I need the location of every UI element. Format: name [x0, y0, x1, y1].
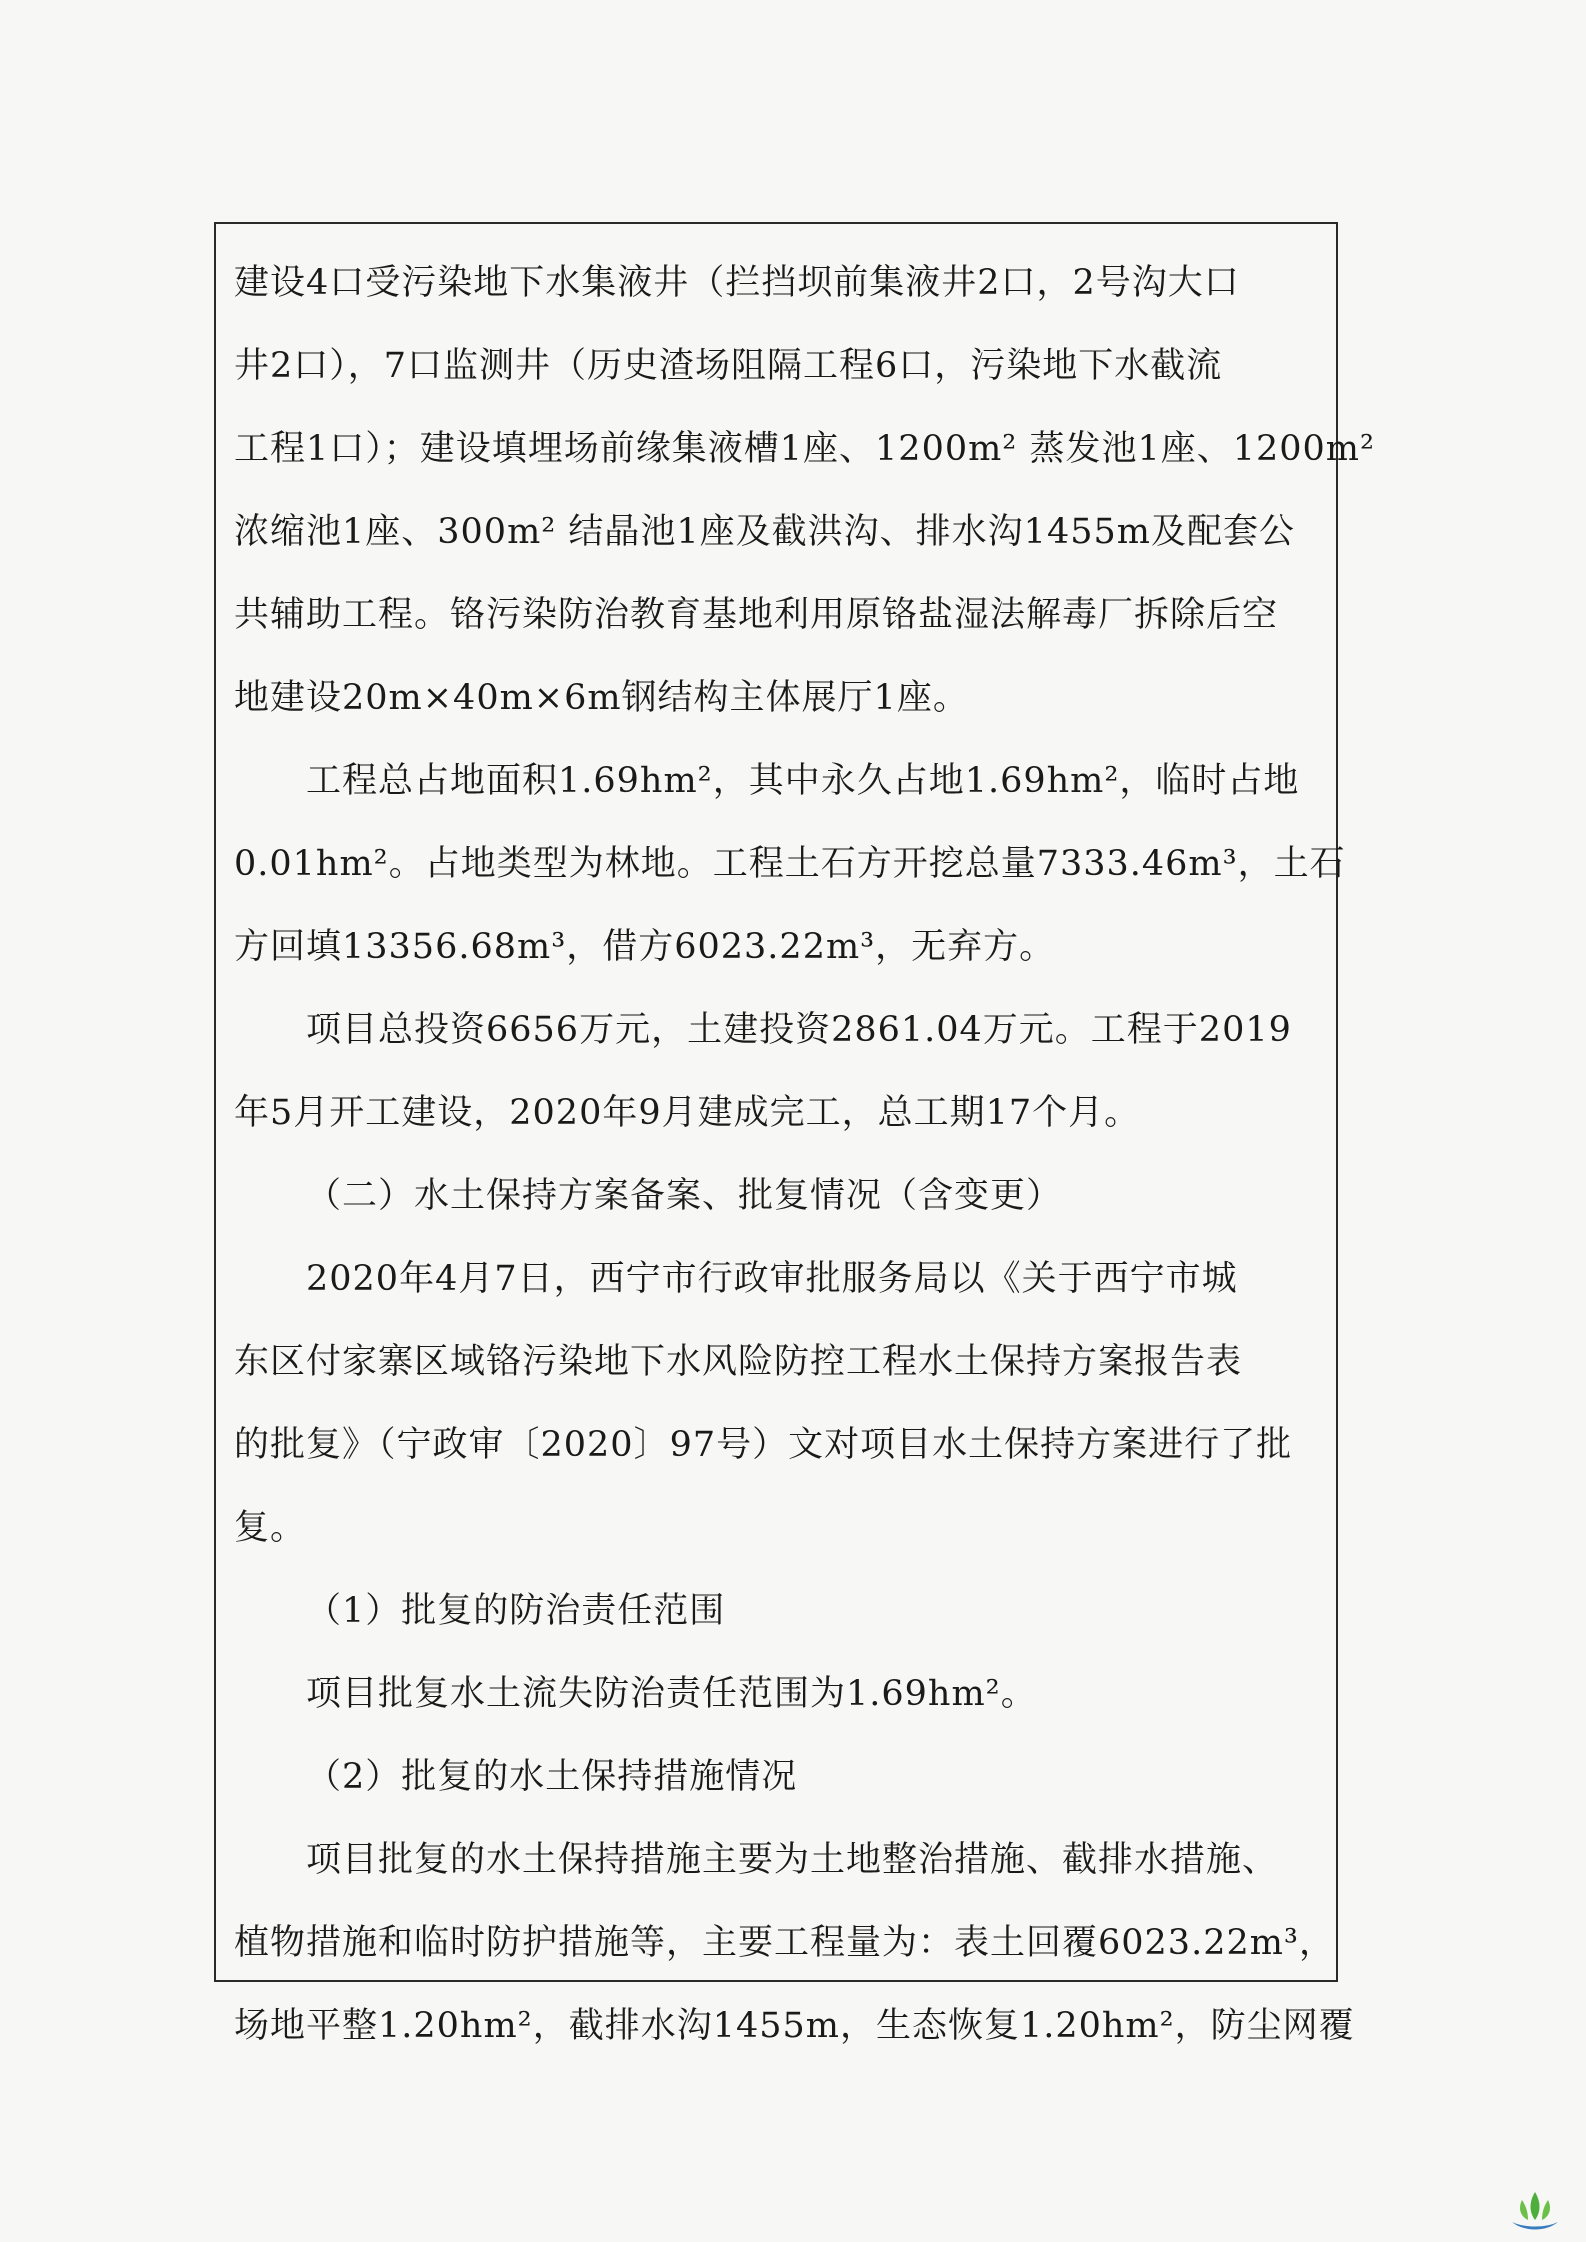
text-line: 2020年4月7日，西宁市行政审批服务局以《关于西宁市城 — [306, 1259, 1238, 1299]
text-line: 场地平整1.20hm²，截排水沟1455m，生态恢复1.20hm²，防尘网覆 — [234, 2006, 1355, 2046]
text-line: 复。 — [234, 1508, 307, 1548]
text-line: （1）批复的防治责任范围 — [306, 1591, 726, 1631]
text-line: （二）水土保持方案备案、批复情况（含变更） — [306, 1176, 1063, 1216]
text-line: 井2口），7口监测井（历史渣场阻隔工程6口，污染地下水截流 — [234, 346, 1223, 386]
text-line: 建设4口受污染地下水集液井（拦挡坝前集液井2口，2号沟大口 — [234, 263, 1240, 303]
text-line: 东区付家寨区域铬污染地下水风险防控工程水土保持方案报告表 — [234, 1342, 1243, 1382]
document-body — [234, 242, 1376, 2068]
text-line: 年5月开工建设，2020年9月建成完工，总工期17个月。 — [234, 1093, 1141, 1133]
text-line: 共辅助工程。铬污染防治教育基地利用原铬盐湿法解毒厂拆除后空 — [234, 595, 1279, 635]
text-line: 植物措施和临时防护措施等，主要工程量为：表土回覆6023.22m³， — [234, 1923, 1335, 1963]
text-line: 地建设20m×40m×6m钢结构主体展厅1座。 — [234, 678, 969, 718]
text-line: 项目批复的水土保持措施主要为土地整治措施、截排水措施、 — [306, 1840, 1279, 1880]
text-line: 工程总占地面积1.69hm²，其中永久占地1.69hm²，临时占地 — [306, 761, 1300, 801]
content-frame — [214, 222, 1376, 2046]
text-line: （2）批复的水土保持措施情况 — [306, 1757, 798, 1797]
text-line: 0.01hm²。占地类型为林地。工程土石方开挖总量7333.46m³，土石 — [234, 844, 1346, 884]
text-line: 浓缩池1座、300m² 结晶池1座及截洪沟、排水沟1455m及配套公 — [234, 512, 1295, 552]
text-line: 项目总投资6656万元，土建投资2861.04万元。工程于2019 — [306, 1010, 1292, 1050]
text-line: 工程1口）；建设填埋场前缘集液槽1座、1200m² 蒸发池1座、1200m² — [234, 429, 1376, 469]
water-leaf-logo-icon — [1508, 2186, 1562, 2234]
text-line: 的批复》（宁政审〔2020〕97号）文对项目水土保持方案进行了批 — [234, 1425, 1293, 1465]
text-line: 方回填13356.68m³，借方6023.22m³，无弃方。 — [234, 927, 1056, 967]
text-line: 项目批复水土流失防治责任范围为1.69hm²。 — [306, 1674, 1037, 1714]
